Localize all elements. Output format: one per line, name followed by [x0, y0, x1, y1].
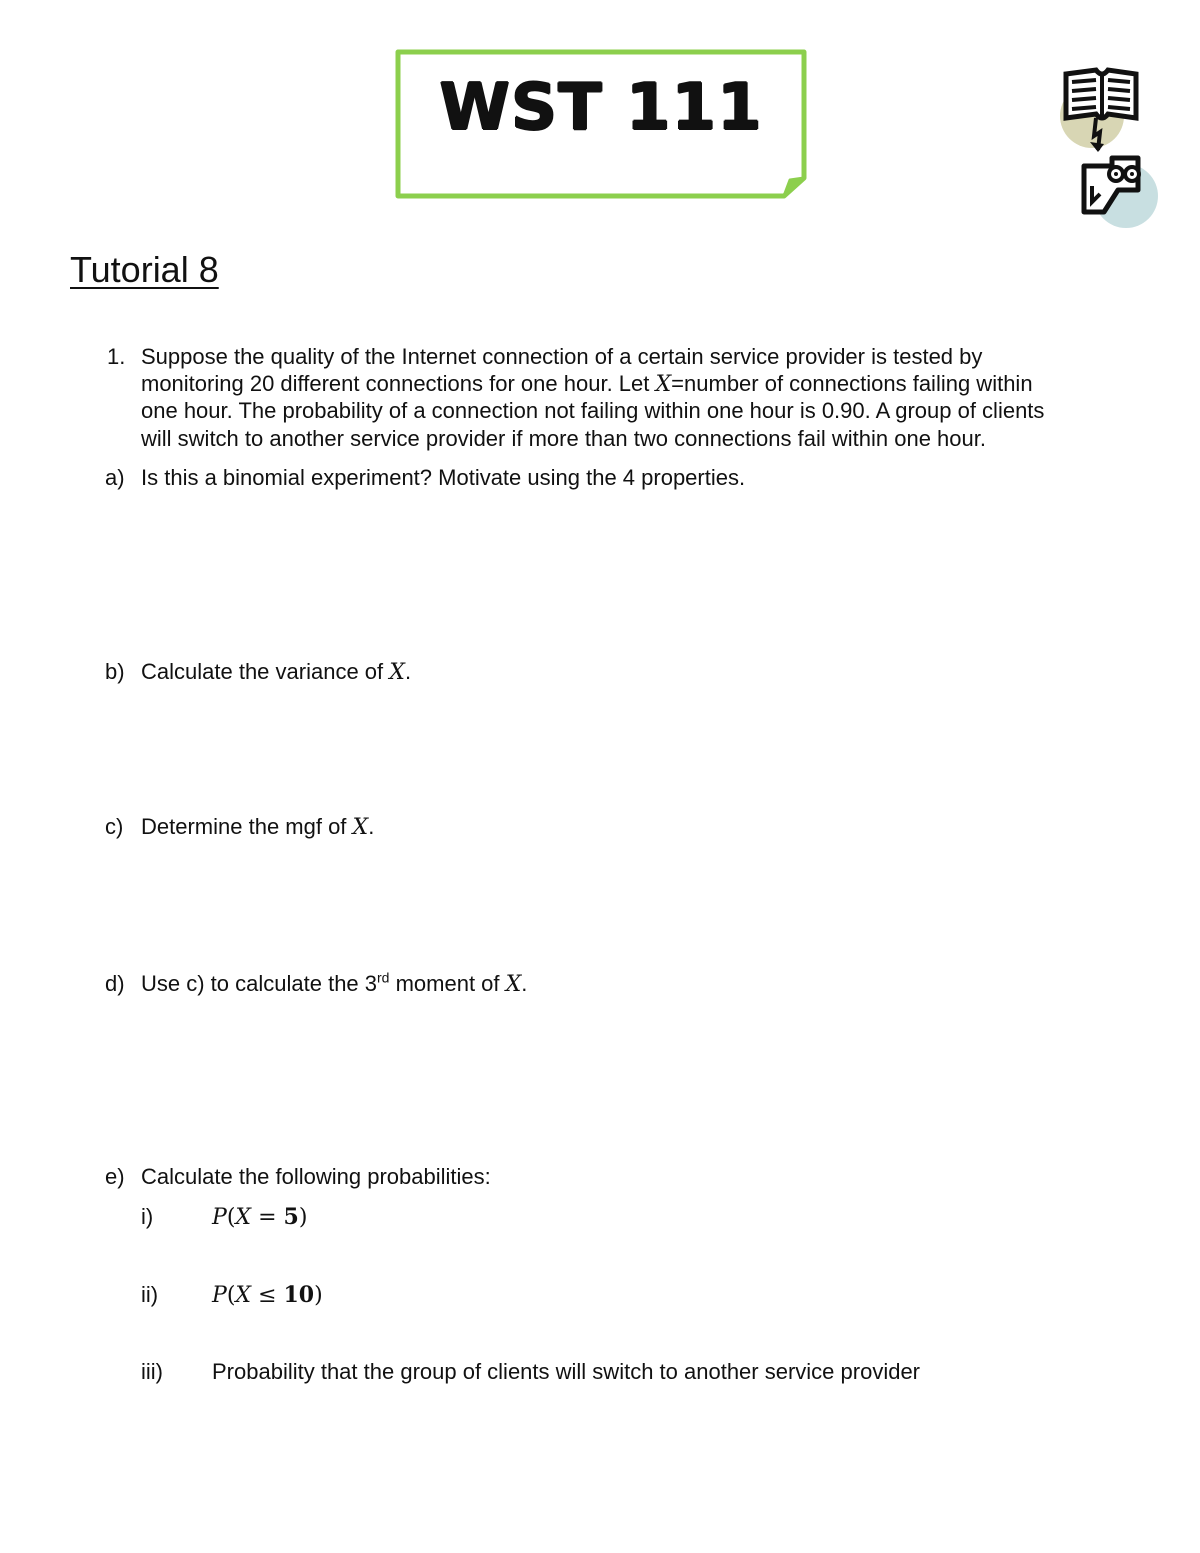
- course-title-box: [394, 48, 808, 200]
- part-b-text: Calculate the variance of X.: [141, 659, 412, 685]
- subpart-i-formula: P(X = 5): [212, 1204, 308, 1230]
- part-b-marker: b): [105, 659, 125, 684]
- book-reader-clipart: [1056, 66, 1166, 241]
- part-c-text: Determine the mgf of X.: [141, 814, 375, 840]
- part-a-marker: a): [105, 465, 125, 490]
- question-line-3: one hour. The probability of a connection not failing within one hour is 0.90. A group of clients: [141, 398, 1045, 423]
- question-line-2: monitoring 20 different connections for one hour. Let X=number of connections failing within: [141, 371, 1033, 397]
- subpart-i-marker: i): [141, 1204, 154, 1229]
- part-e-text: Calculate the following probabilities:: [141, 1164, 491, 1189]
- part-c-marker: c): [105, 814, 124, 839]
- subpart-iii-marker: iii): [141, 1359, 163, 1384]
- part-a-text: Is this a binomial experiment? Motivate using the 4 properties.: [141, 465, 746, 490]
- tutorial-title: Tutorial 8: [70, 249, 219, 290]
- part-d-text: Use c) to calculate the 3rd moment of X.: [141, 969, 528, 997]
- question-line-4: will switch to another service provider if more than two connections fail within one hour.: [141, 426, 986, 451]
- question-line-1: Suppose the quality of the Internet connection of a certain service provider is tested by: [141, 344, 983, 369]
- part-d-marker: d): [105, 971, 125, 996]
- part-e-marker: e): [105, 1164, 125, 1189]
- subpart-ii-marker: ii): [141, 1282, 159, 1307]
- question-number: 1.: [107, 344, 126, 369]
- course-code: WST 111: [439, 71, 763, 145]
- subpart-ii-formula: P(X ≤ 10): [212, 1282, 323, 1308]
- subpart-iii-text: Probability that the group of clients will switch to another service provider: [212, 1359, 921, 1384]
